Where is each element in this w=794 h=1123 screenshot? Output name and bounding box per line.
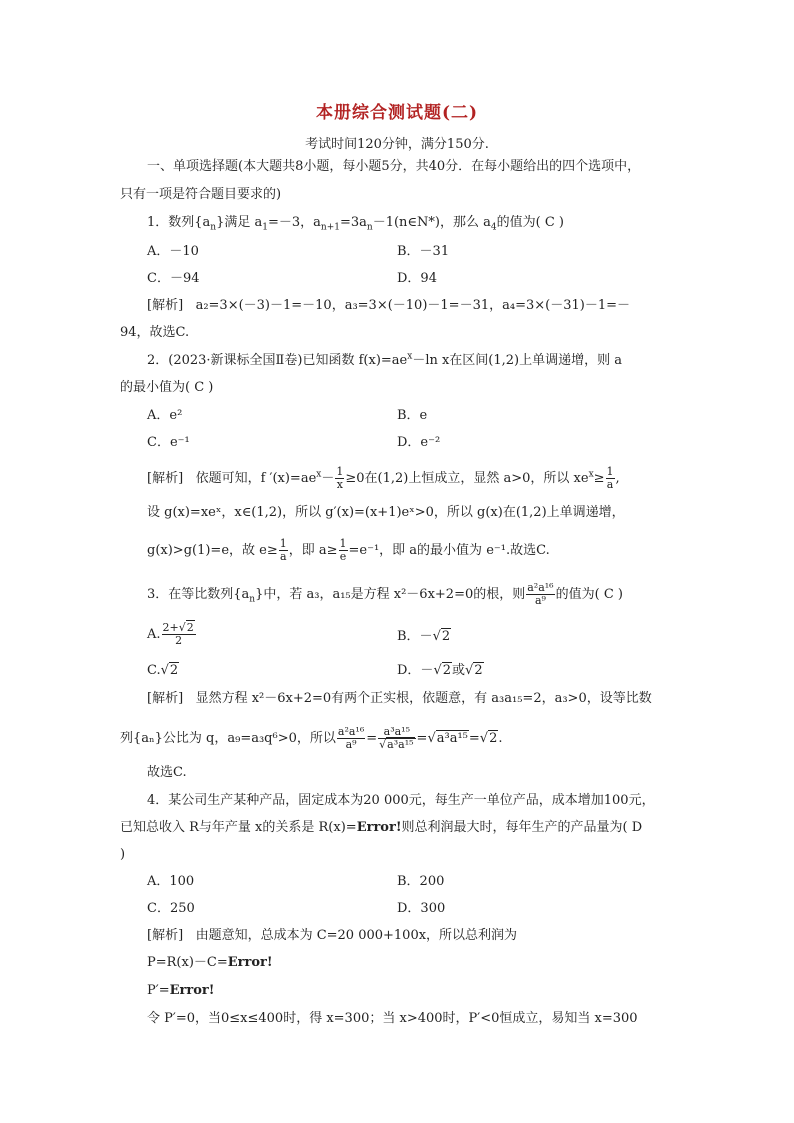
q2-option-d: D．e⁻² <box>397 435 441 450</box>
question-1-stem: 1．数列$\{a_n\}$满足 $a_1=-3$，$a_{n+1}=3a_n-1(n\in N*)$，那么 $a_4$的值为( C ) <box>147 215 564 233</box>
q4-option-d: D．300 <box>397 901 446 916</box>
question-4-stem: 4．某公司生产某种产品，固定成本为20 000元，每生产一单位产品，成本增加100元， <box>147 793 655 808</box>
exam-info: 考试时间120分钟，满分150分. <box>305 137 489 152</box>
q2-option-b: B．e <box>397 408 428 423</box>
q2-analysis: [解析] 依题可知，f $'(x)=ae^x-$ $\frac{1}{x}$ ≥0在(1,2)上恒成立，显然 a>0，所以 $xe^x\ge$ $\frac{1}{a}$ , <box>147 465 620 491</box>
q4-option-a: A．100 <box>147 874 195 889</box>
q2-analysis-line3: g(x)>g(1)=e，故 e≥ $\frac{1}{a}$ ，即 a≥ $\frac{1}{e}$ =e⁻¹，即 a的最小值为 e⁻¹.故选C. <box>147 537 550 563</box>
question-3-stem: 3．在等比数列$\{a_n\}$中，若 a₃，a₁₅是方程 x²－6x+2=0的根，则 $\frac{\text{a²a¹⁶}}{\text{a⁹}}$ 的值为( C ) <box>147 581 623 607</box>
q1-analysis-cont: 94，故选C. <box>120 325 190 340</box>
q3-option-b: B．－√2 <box>397 629 451 644</box>
q1-option-c: C．－94 <box>147 271 200 286</box>
q4-analysis: [解析] 由题意知，总成本为 C=20 000+100x，所以总利润为 <box>147 928 518 943</box>
q3-analysis: [解析] 显然方程 x²－6x+2=0有两个正实根，依题意，有 a₃a₁₅=2，a₃>0，设等比数 <box>147 691 652 706</box>
page-title: 本册综合测试题(二) <box>315 103 479 123</box>
q1-analysis: [解析] a₂=3×(－3)－1=－10，a₃=3×(－10)－1=－31，a₄=3×(－31)－1=－ <box>147 298 630 313</box>
q4-analysis-line4: 令 P′=0，当0≤x≤400时，得 x=300；当 x>400时，P′<0恒成立，易知当 x=300 <box>147 1011 638 1026</box>
q4-analysis-line3: P′=Error! <box>147 983 215 998</box>
q3-option-c: C.√2 <box>147 663 179 678</box>
question-2-stem-cont: 的最小值为( C ) <box>120 380 214 395</box>
q4-analysis-line2: P=R(x)－C=Error! <box>147 955 273 970</box>
q4-option-b: B．200 <box>397 874 445 889</box>
section-heading: 一、单项选择题(本大题共8小题，每小题5分，共40分．在每小题给出的四个选项中， <box>147 159 641 174</box>
q2-analysis-line2: 设 g(x)=xeˣ，x∈(1,2)，所以 g′(x)=(x+1)eˣ>0，所以 g(x)在(1,2)上单调递增， <box>147 505 625 520</box>
q3-option-a: A. $\frac{2+√2}{2}$ <box>147 621 194 647</box>
q1-option-d: D．94 <box>397 271 437 286</box>
q3-option-d: D．－√2或√2 <box>397 663 483 678</box>
q1-option-b: B．－31 <box>397 244 450 259</box>
question-4-stem-line2: 已知总收入 R与年产量 x的关系是 R(x)=Error!则总利润最大时，每年生产的产品量为( D <box>120 820 643 835</box>
question-2-stem: 2．(2023·新课标全国Ⅱ卷)已知函数 $f(x)=ae^x-\ln$ x在区间(1,2)上单调递增，则 a <box>147 351 623 368</box>
q4-option-c: C．250 <box>147 901 195 916</box>
question-4-stem-line3: ) <box>120 847 126 862</box>
q1-option-a: A．－10 <box>147 244 199 259</box>
section-heading-cont: 只有一项是符合题目要求的) <box>120 187 282 202</box>
q3-analysis-line2: 列{aₙ}公比为 q，a₉=a₃q⁶>0，所以 $\frac{\text{a²a¹⁶}}{\text{a⁹}}$ = $\frac{\text{a³a¹⁵}}{\text{√a³a¹⁵}}$ =√a³a¹⁵=√2. <box>120 725 503 751</box>
q2-option-a: A．e² <box>147 408 183 423</box>
q2-option-c: C．e⁻¹ <box>147 435 190 450</box>
q3-conclusion: 故选C. <box>147 765 187 780</box>
